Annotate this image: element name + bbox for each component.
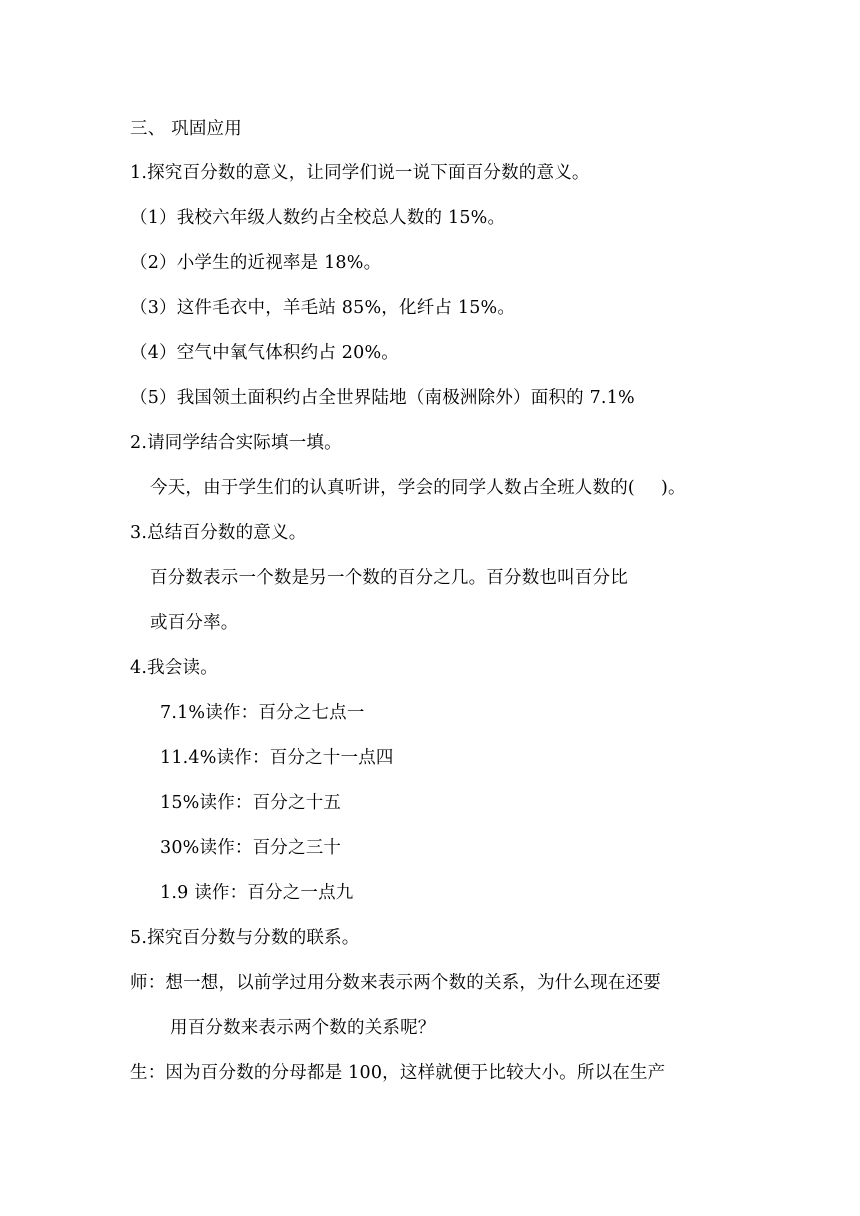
q1-title: 1.探究百分数的意义，让同学们说一说下面百分数的意义。	[130, 163, 590, 183]
q4-item-2: 11.4%读作：百分之十一点四	[160, 748, 394, 768]
q2-title: 2.请同学结合实际填一填。	[130, 433, 342, 453]
q2-sentence-after: )。	[660, 478, 686, 498]
q1-item-4: （4）空气中氧气体积约占 20%。	[130, 343, 399, 363]
q4-item-1: 7.1%读作：百分之七点一	[160, 703, 365, 723]
q3-line-1: 百分数表示一个数是另一个数的百分之几。百分数也叫百分比	[150, 568, 628, 588]
section-heading: 三、 巩固应用	[130, 119, 242, 139]
q1-item-1: （1）我校六年级人数约占全校总人数的 15%。	[130, 208, 506, 228]
q5-student-line-1: 生：因为百分数的分母都是 100，这样就便于比较大小。所以在生产	[130, 1063, 666, 1083]
q2-sentence-before: 今天，由于学生们的认真听讲，学会的同学人数占全班人数的(	[150, 478, 635, 498]
q1-item-3: （3）这件毛衣中，羊毛站 85%，化纤占 15%。	[130, 298, 516, 318]
q4-item-3: 15%读作：百分之十五	[160, 793, 342, 813]
q4-item-5: 1.9 读作：百分之一点九	[160, 883, 354, 903]
q4-item-4: 30%读作：百分之三十	[160, 838, 342, 858]
q1-item-5: （5）我国领土面积约占全世界陆地（南极洲除外）面积的 7.1%	[130, 388, 635, 408]
q1-item-2: （2）小学生的近视率是 18%。	[130, 253, 382, 273]
q2-sentence	[150, 476, 686, 500]
q5-title: 5.探究百分数与分数的联系。	[130, 928, 360, 948]
q4-title: 4.我会读。	[130, 658, 218, 678]
q3-line-2: 或百分率。	[150, 613, 239, 633]
q3-title: 3.总结百分数的意义。	[130, 523, 307, 543]
q5-teacher-line-1: 师：想一想，以前学过用分数来表示两个数的关系，为什么现在还要	[130, 973, 661, 993]
q5-teacher-line-2: 用百分数来表示两个数的关系呢？	[170, 1018, 436, 1038]
